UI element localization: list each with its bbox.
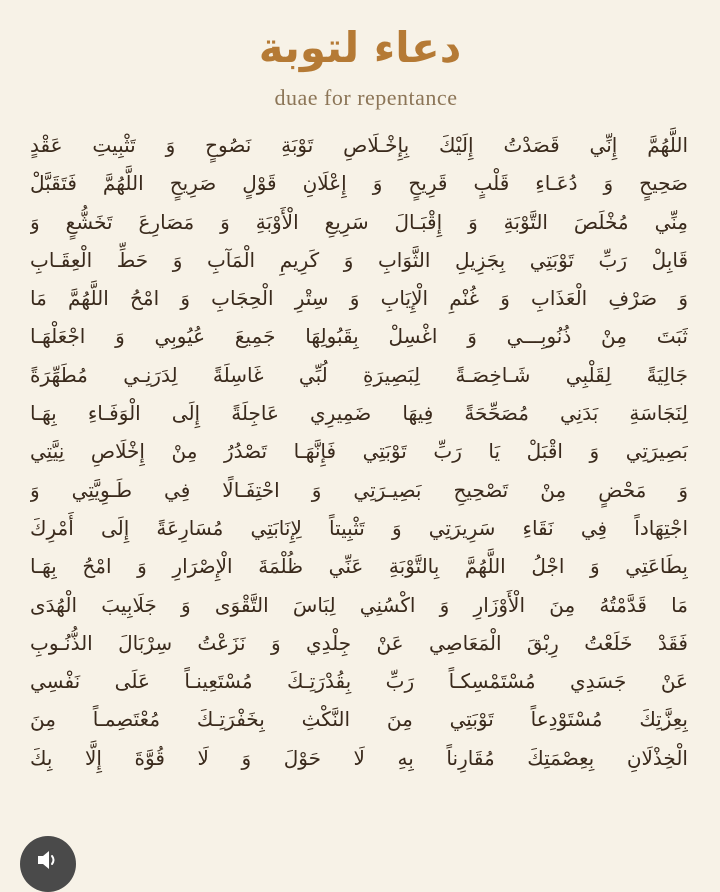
prayer-line: عَنْ جَسَدِي مُسْتَمْسِكـاً رَبِّ بِقُدْرَتِـكَ مُسْتَعِينـاً عَلَى نَفْسِي [30, 669, 688, 694]
prayer-line: وَ صَرْفِ الْعَذَابِ وَ غُنْمِ الْإِيَابِ وَ سِتْرِ الْحِجَابِ وَ امْحُ اللَّهُمَّ مَا [30, 286, 688, 311]
prayer-line: اجْتِهَاداً فِي نَقَاءِ سَرِيرَتِي وَ تَثْبِيتاً لِإِنَابَتِي مُسَارِعَةً إِلَى أَمْرِكَ [30, 515, 688, 540]
prayer-line: بَصِيرَتِي وَ اقْبَلْ يَا رَبِّ تَوْبَتِي فَإِنَّهَـا تَصْدُرُ مِنْ إِخْلَاصِ نِيَّتِي [30, 439, 688, 464]
prayer-line: فَقَدْ خَلَعْتُ رِبْقَ الْمَعَاصِي عَنْ جِلْدِي وَ نَزَعْتُ سِرْبَالَ الذُّنُـوبِ [30, 630, 688, 655]
prayer-line: ثَبَتَ مِنْ ذُنُوبِـــي وَ اغْسِلْ بِقَبُولِهَا جَمِيعَ عُيُوبِي وَ اجْعَلْهَـا [30, 324, 688, 349]
prayer-line: الْخِذْلَانِ بِعِصْمَتِكَ مُقَارِناً بِهِ لَا حَوْلَ وَ لَا قُوَّةَ إِلَّا بِكَ [30, 745, 688, 770]
audio-button[interactable] [20, 836, 76, 892]
prayer-line: مَا قَدَّمْتُهُ مِنَ الْأَوْزَارِ وَ اكْسُنِي لِبَاسَ التَّقْوَى وَ جَلَابِيبَ الْهُدَى [30, 592, 688, 617]
prayer-line: صَحِيحٍ وَ دُعَـاءِ قَلْبٍ قَرِيحٍ وَ إِعْلَانِ قَوْلٍ صَرِيحٍ اللَّهُمَّ فَتَقَبَّلْ [30, 171, 688, 196]
page-title: دعاء لتوبة [258, 23, 462, 72]
prayer-line: وَ مَحْضٍ مِنْ تَصْحِيحِ بَصِيـرَتِي وَ احْتِفَـالًا فِي طَـوِيَّتِي وَ [30, 477, 688, 502]
speaker-icon [36, 849, 60, 871]
prayer-line: بِطَاعَتِي وَ اجْلُ اللَّهُمَّ بِالتَّوْبَةِ عَنِّي ظُلْمَةَ الْإِصْرَارِ وَ امْحُ بِهَـا [30, 554, 688, 579]
prayer-line: اللَّهُمَّ إِنِّي قَصَدْتُ إِلَيْكَ بِإِخْـلَاصِ تَوْبَةِ نَصُوحٍ وَ تَثْبِيتِ عَقْدٍ [30, 133, 688, 157]
page-subtitle: duae for repentance [274, 85, 458, 110]
prayer-line: قَابِلْ رَبِّ تَوْبَتِي بِجَزِيلِ الثَّوَابِ وَ كَرِيمِ الْمَآبِ وَ حَطِّ الْعِقَـابِ [30, 247, 688, 272]
prayer-text [30, 126, 688, 777]
prayer-line: جَالِيَةً لِقَلْبِي شَـاخِصَـةً لِبَصِيرَةِ لُبِّي غَاسِلَةً لِدَرَنِـي مُطَهِّرَةً [30, 362, 688, 387]
prayer-line: بِعِزَّتِكَ مُسْتَوْدِعاً تَوْبَتِي مِنَ النَّكْثِ بِخَفْرَتِـكَ مُعْتَصِمـاً مِنَ [30, 707, 688, 732]
prayer-line: مِنِّي مُخْلَصَ التَّوْبَةِ وَ إِقْبَـالَ سَرِيعِ الْأَوْبَةِ وَ مَصَارِعَ تَخَشُّعٍ وَ [30, 209, 688, 234]
prayer-line: لِنَجَاسَةِ بَدَنِي مُصَحِّحَةً فِيهَا ضَمِيرِي عَاجِلَةً إِلَى الْوَفَـاءِ بِهَـا [30, 401, 688, 426]
